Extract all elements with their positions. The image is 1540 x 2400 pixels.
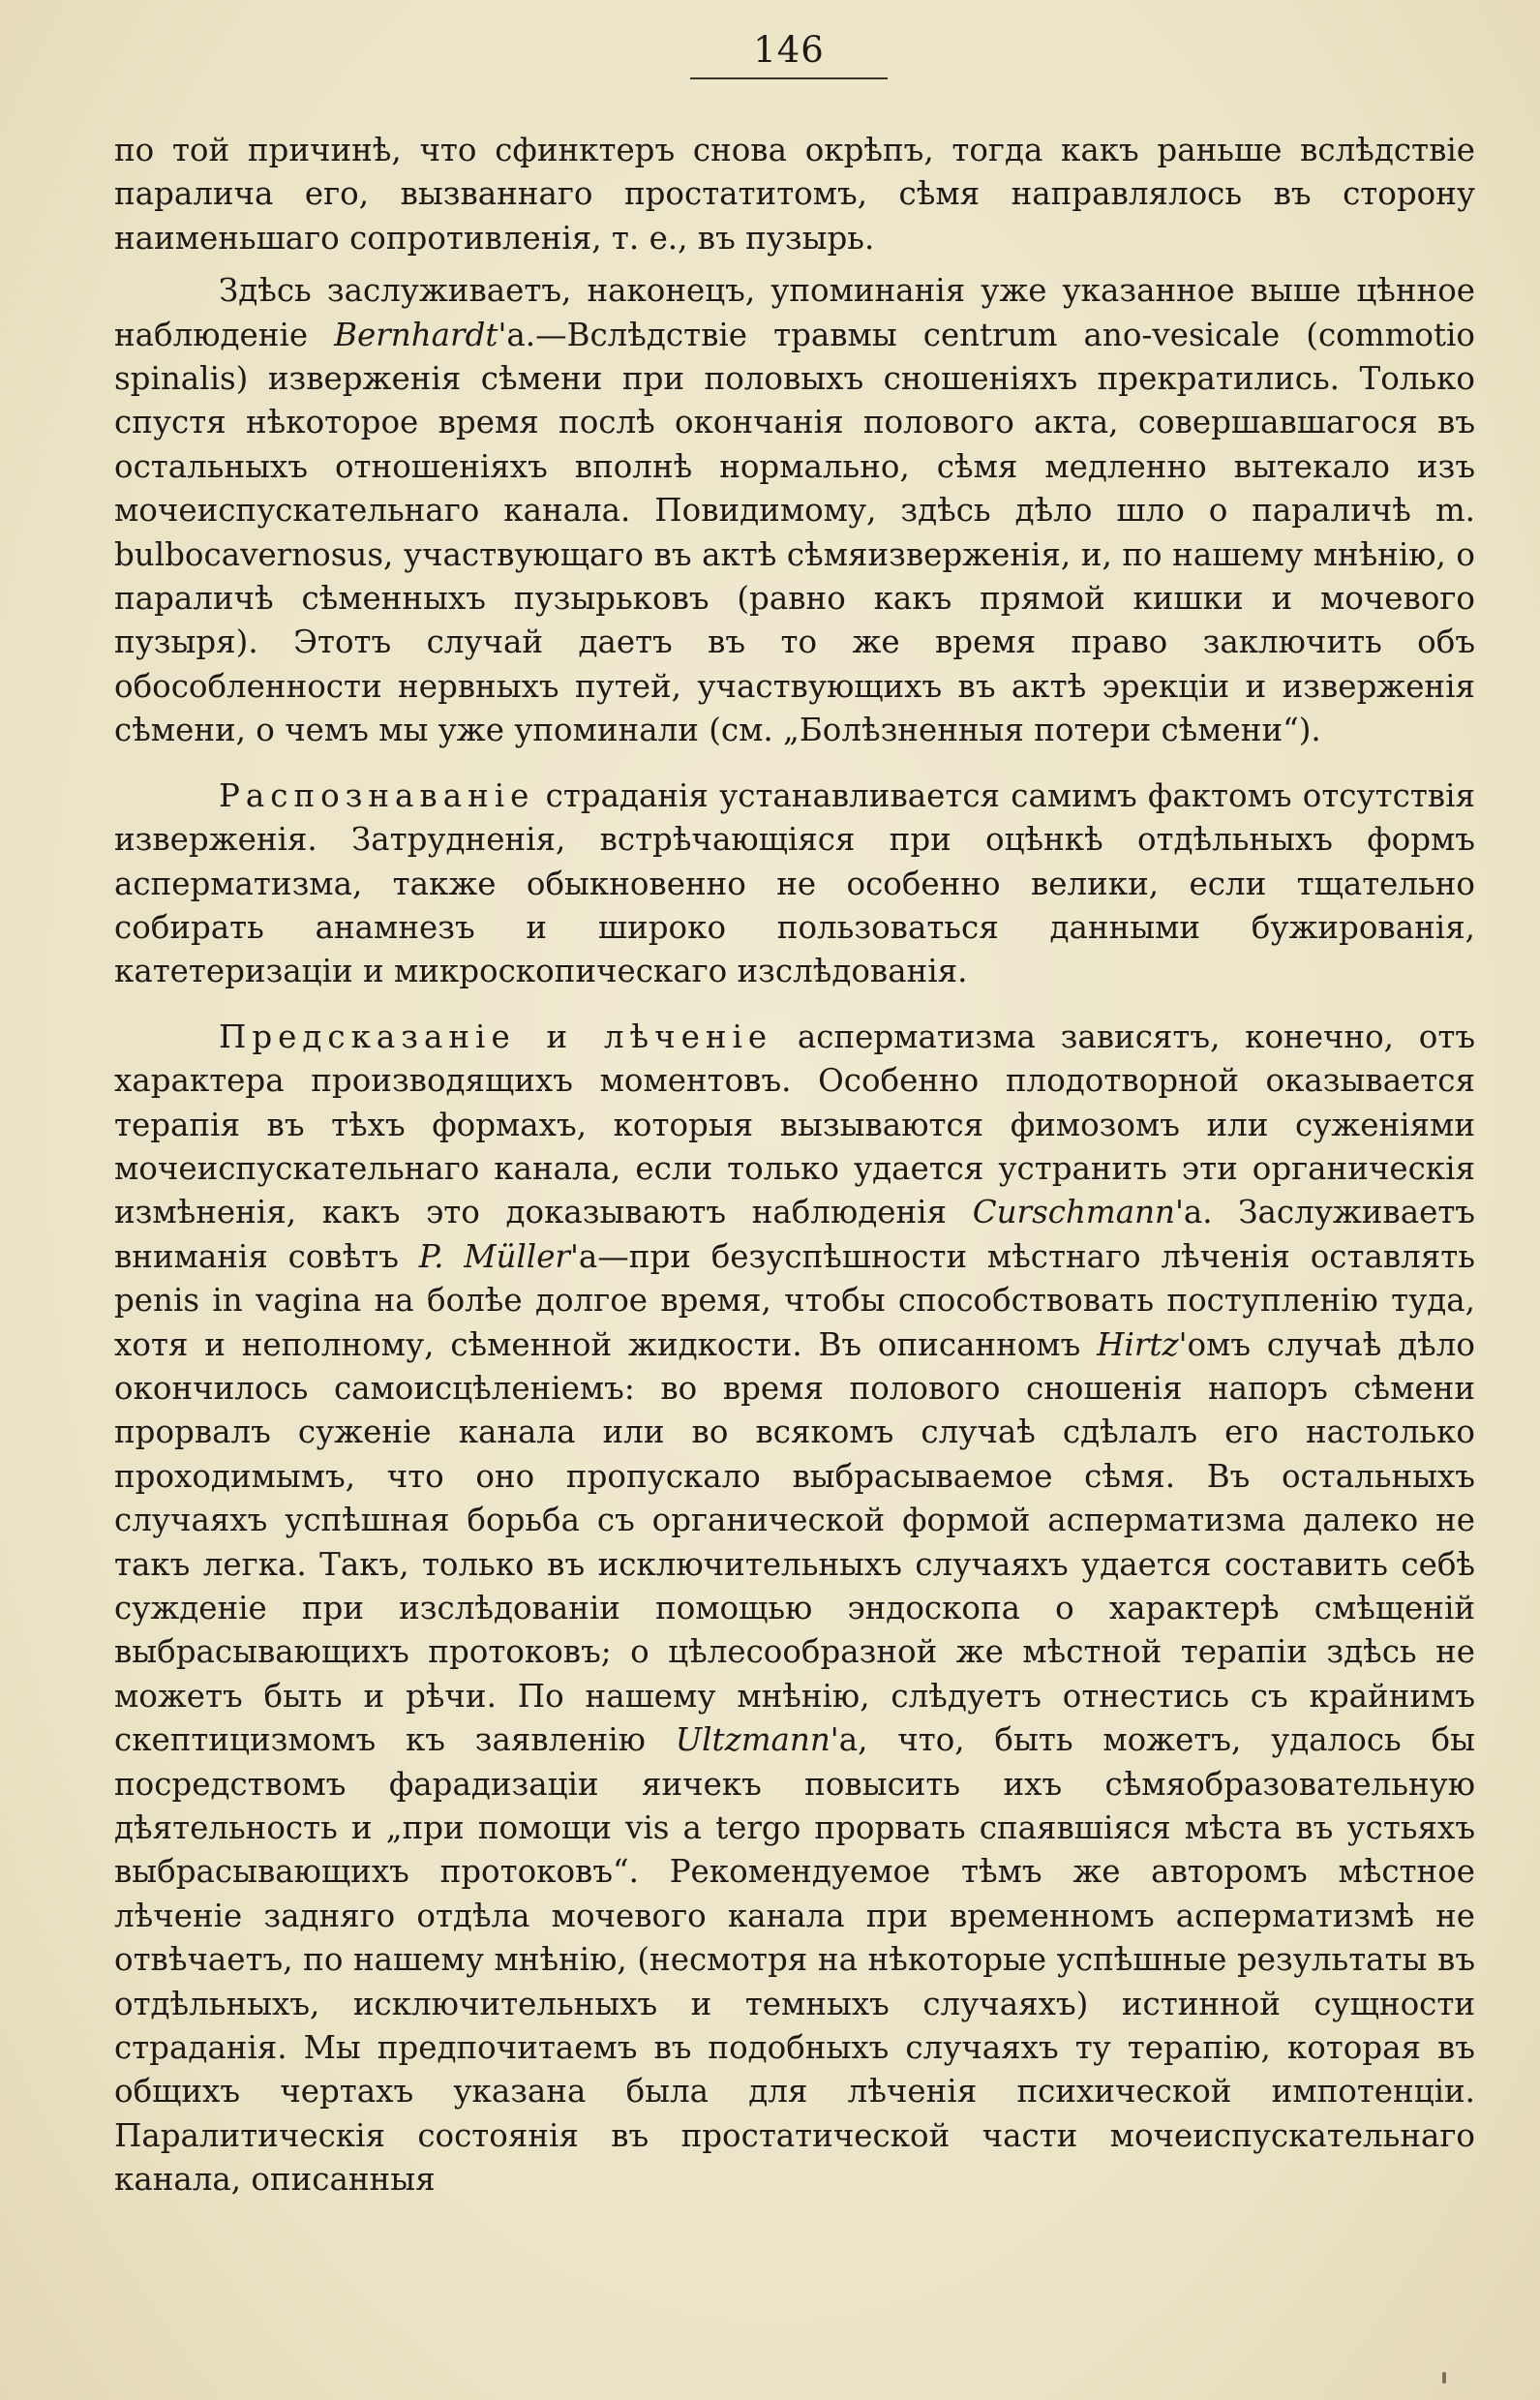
author-name: P. Müller [418,1237,570,1275]
page-number: 146 [753,29,825,71]
author-name: Bernhardt [334,316,498,353]
ink-mark [1442,2372,1446,2384]
paragraph [114,1016,1475,2203]
paragraph-text: по той причинѣ, что сфинктеръ снова окрѣпъ, тогда какъ раньше вслѣдствіе паралича его, вызваннаго простатитомъ, сѣмя направлялось въ сторону наименьшаго сопротивленія, т. е., въ пузырь. [114,132,1475,257]
paragraph-text: 'омъ случаѣ дѣло окончилось самоисцѣленіемъ: во время полового сношенія напоръ сѣмени прорвалъ суженіе канала или во всякомъ случаѣ сдѣлалъ его настолько проходимымъ, что оно пропускало выбрасываемое сѣмя. Въ остальныхъ случаяхъ успѣшная борьба съ органической формой асперматизма далеко не такъ легка. Такъ, только въ исключительныхъ случаяхъ удается составить себѣ сужденіе при изслѣдованіи помощью эндоскопа о характерѣ смѣщеній выбрасывающихъ протоковъ; о цѣлесообразной же мѣстной терапіи здѣсь не можетъ быть и рѣчи. По нашему мнѣнію, слѣдуетъ отнестись съ крайнимъ скептицизмомъ къ заявленію [114,1325,1475,1759]
paragraph [114,129,1475,260]
paragraph-text: 'а, что, быть можетъ, удалось бы посредствомъ фарадизаціи яичекъ повысить ихъ сѣмяобразовательную дѣятельность и „при помощи vis a tergo прорвать спаявшіяся мѣста въ устьяхъ выбрасывающихъ протоковъ“. Рекомендуемое тѣмъ же авторомъ мѣстное лѣченіе задняго отдѣла мочевого канала при временномъ асперматизмѣ не отвѣчаетъ, по нашему мнѣнію, (несмотря на нѣкоторые успѣшные результаты въ отдѣльныхъ, исключительныхъ и темныхъ случаяхъ) истинной сущности страданія. Мы предпочитаемъ въ подобныхъ случаяхъ ту терапію, которая въ общихъ чертахъ указана была для лѣченія психической импотенціи. Паралитическія состоянія въ простатической части мочеиспускательнаго канала, описанныя [114,1721,1475,2199]
author-name: Curschmann [972,1194,1175,1231]
author-name: Hirtz [1097,1325,1179,1363]
paragraph-text: 'а. Заслуживаетъ вниманія совѣтъ [114,1194,1475,1275]
header-rule [690,77,888,79]
paragraph [114,775,1475,994]
section-lead: Предсказаніе и лѣченіе [219,1018,773,1055]
paragraph-text: страданія устанавливается самимъ фактомъ отсутствія изверженія. Затрудненія, встрѣчающіяся при оцѣнкѣ отдѣльныхъ формъ асперматизма, также обыкновенно не особенно велики, если тщательно собирать анамнезъ и широко пользоваться данными бужированія, катетеризаціи и микроскопическаго изслѣдованія. [114,776,1475,990]
section-lead: Распознаваніе [219,776,535,814]
paragraph-text: 'а.—Вслѣдствіе травмы centrum ano-vesicale (commotio spinalis) изверженія сѣмени при половыхъ сношеніяхъ прекратились. Только спустя нѣкоторое время послѣ окончанія полового акта, совершавшагося въ остальныхъ отношеніяхъ вполнѣ нормально, сѣмя медленно вытекало изъ мочеиспускательнаго канала. Повидимому, здѣсь дѣло шло о параличѣ m. bulbocavernosus, участвующаго въ актѣ сѣмяизверженія, и, по нашему мнѣнію, о параличѣ сѣменныхъ пузырьковъ (равно какъ прямой кишки и мочевого пузыря). Этотъ случай даетъ въ то же время право заключить объ обособленности нервныхъ путей, участвующихъ въ актѣ эрекціи и изверженія сѣмени, о чемъ мы уже упоминали (см. „Болѣзненныя потери сѣмени“). [114,316,1475,749]
paragraph-text: Здѣсь заслуживаетъ, наконецъ, упоминанія уже указанное выше цѣнное наблюденіе [114,272,1475,353]
author-name: Ultzmann [675,1721,830,1759]
paragraph-text: асперматизма зависятъ, конечно, отъ характера производящихъ моментовъ. Особенно плодотворной оказывается терапія въ тѣхъ формахъ, которыя вызываются фимозомъ или суженіями мочеиспускательнаго канала, если только удается устранить эти органическія измѣненія, какъ это доказываютъ наблюденія [114,1018,1475,1231]
body-text [114,129,1475,2203]
paragraph-text: 'а—при безуспѣшности мѣстнаго лѣченія оставлять penis in vagina на болѣе долгое время, чтобы способствовать поступленію туда, хотя и неполному, сѣменной жидкости. Въ описанномъ [114,1237,1475,1363]
paragraph [114,269,1475,752]
